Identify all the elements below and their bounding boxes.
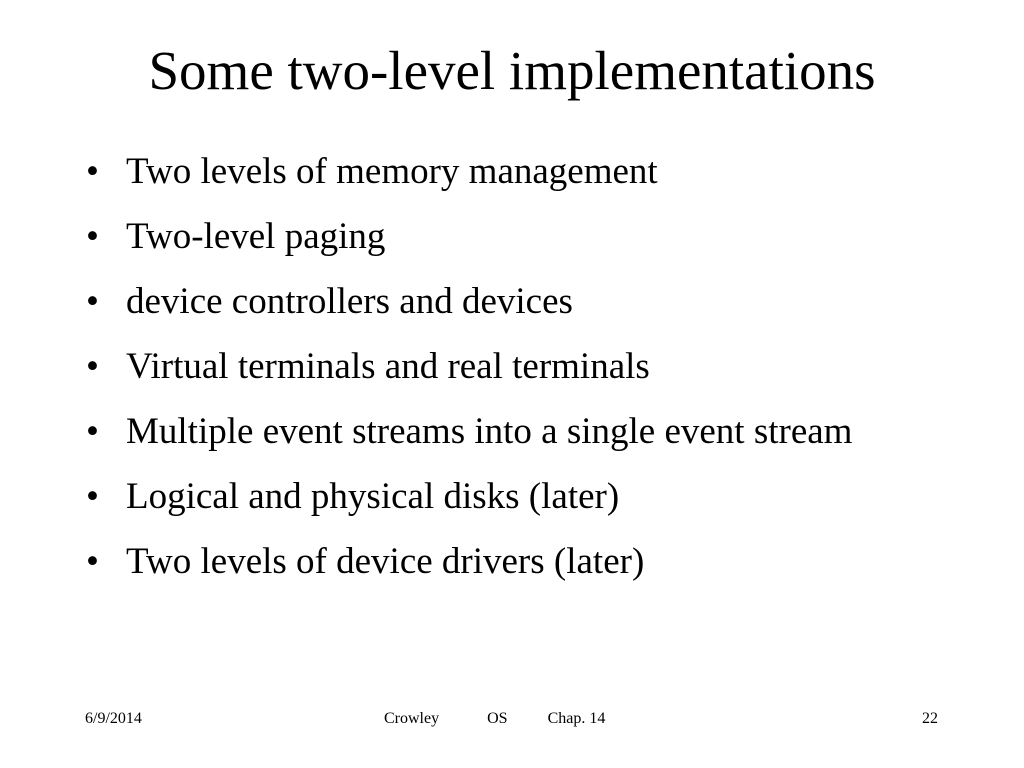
bullet-text: Two levels of device drivers (later) — [126, 541, 645, 582]
bullet-item — [86, 277, 946, 327]
bullet-text: Two-level paging — [126, 216, 386, 257]
slide-footer — [0, 704, 1024, 734]
bullet-item — [86, 147, 946, 197]
page-number: 22 — [922, 710, 938, 727]
bullet-list — [86, 147, 946, 602]
bullet-item — [86, 407, 946, 457]
footer-center — [384, 704, 605, 734]
bullet-point-icon: • — [86, 216, 99, 257]
footer-date: 6/9/2014 — [85, 710, 142, 727]
bullet-item — [86, 537, 946, 587]
slide-title: Some two-level implementations — [148, 40, 876, 101]
bullet-point-icon: • — [86, 476, 99, 517]
bullet-item — [86, 212, 946, 262]
bullet-text: device controllers and devices — [126, 281, 573, 322]
footer-chapter: Chap. 14 — [547, 710, 606, 727]
footer-course: OS — [487, 710, 508, 727]
bullet-item — [86, 472, 946, 522]
bullet-point-icon: • — [86, 346, 99, 387]
bullet-text: Logical and physical disks (later) — [126, 476, 620, 517]
bullet-point-icon: • — [86, 151, 99, 192]
bullet-text: Multiple event streams into a single event stream — [126, 411, 853, 452]
bullet-point-icon: • — [86, 281, 99, 322]
footer-author: Crowley — [384, 710, 440, 727]
bullet-text: Two levels of memory management — [126, 151, 658, 192]
bullet-text: Virtual terminals and real terminals — [126, 346, 650, 387]
bullet-point-icon: • — [86, 541, 99, 582]
bullet-item — [86, 342, 946, 392]
bullet-point-icon: • — [86, 411, 99, 452]
